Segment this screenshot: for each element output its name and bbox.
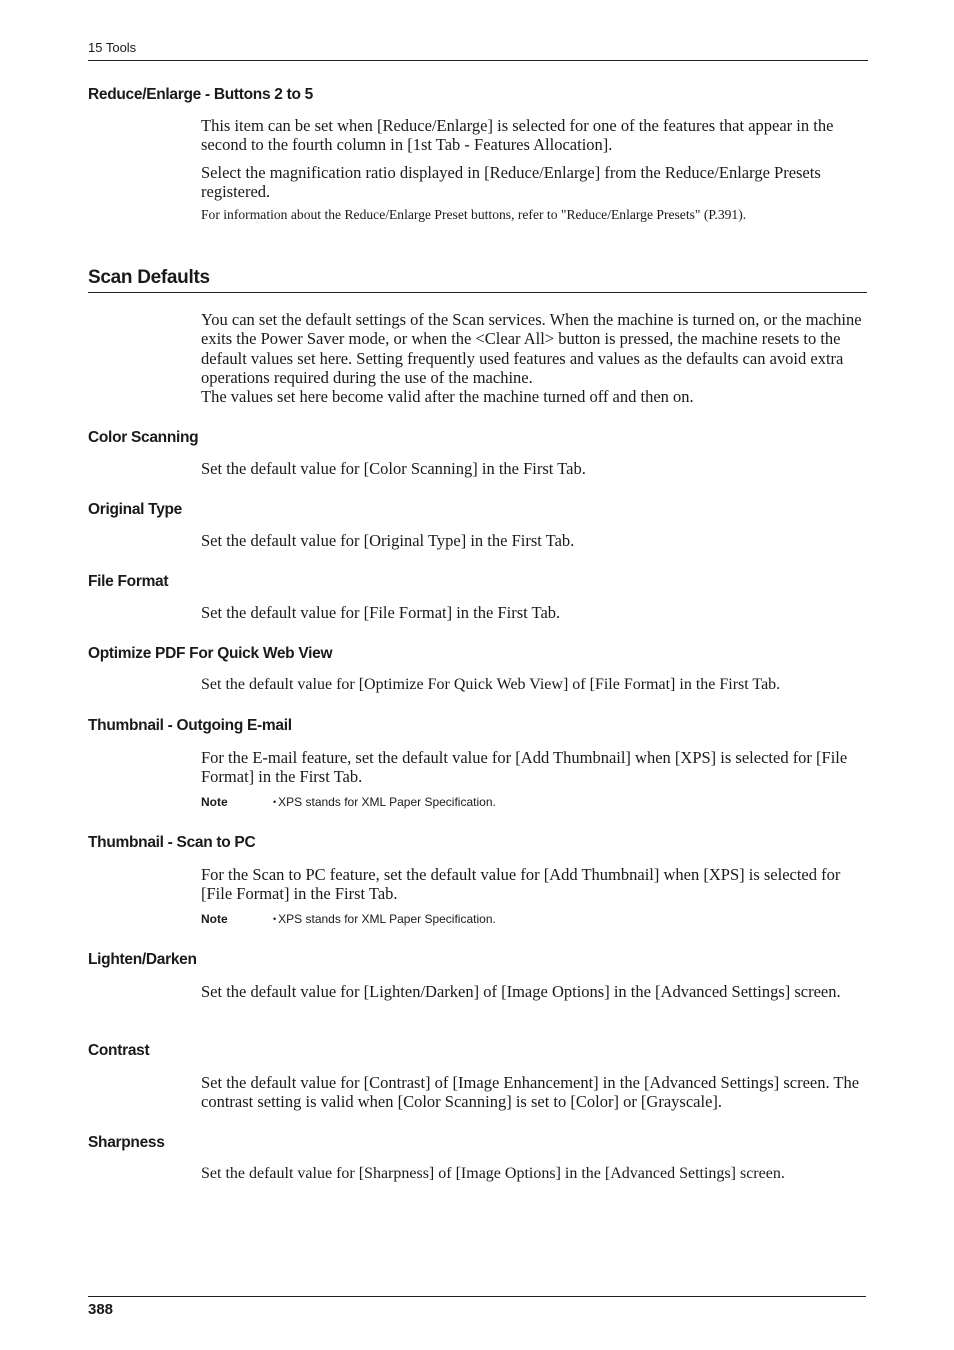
thumbnail-pc-heading: Thumbnail - Scan to PC <box>88 834 256 851</box>
scan-defaults-intro: You can set the default settings of the Scan services. When the machine is turned on, or the machine exits the Power Saver mode, or when the <Clear All> button is pressed, the machine resets to the default values set here. Setting frequently used features and values as the defaults can avoid extra operations required during the use of the machine. <box>201 310 862 387</box>
reduce-enlarge-paragraph-2: Select the magnification ratio displayed in [Reduce/Enlarge] from the Reduce/Enlarge Presets registered. <box>201 163 821 202</box>
bullet-icon: • <box>273 914 277 924</box>
thumbnail-email-heading: Thumbnail - Outgoing E-mail <box>88 717 292 734</box>
original-type-text: Set the default value for [Original Type] in the First Tab. <box>201 531 575 550</box>
note-text: XPS stands for XML Paper Specification. <box>278 912 496 926</box>
note-text: XPS stands for XML Paper Specification. <box>278 795 496 809</box>
note-label: Note <box>201 795 228 809</box>
scan-defaults-heading: Scan Defaults <box>88 267 867 293</box>
lighten-darken-heading: Lighten/Darken <box>88 951 197 968</box>
contrast-text: Set the default value for [Contrast] of [Image Enhancement] in the [Advanced Settings] screen. The contrast setting is valid when [Color Scanning] is set to [Color] or [Grayscale]. <box>201 1073 860 1112</box>
sharpness-heading: Sharpness <box>88 1134 165 1151</box>
lighten-darken-text: Set the default value for [Lighten/Darken] of [Image Options] in the [Advanced Settings] screen. <box>201 982 841 1001</box>
thumbnail-email-text: For the E-mail feature, set the default value for [Add Thumbnail] when [XPS] is selected for [File Format] in the First Tab. <box>201 748 848 787</box>
note-label: Note <box>201 912 228 926</box>
sharpness-text: Set the default value for [Sharpness] of [Image Options] in the [Advanced Settings] screen. <box>201 1165 785 1182</box>
thumbnail-pc-note <box>201 912 496 926</box>
color-scanning-heading: Color Scanning <box>88 429 199 446</box>
thumbnail-email-note <box>201 795 496 809</box>
running-header: 15 Tools <box>88 40 868 61</box>
color-scanning-text: Set the default value for [Color Scanning] in the First Tab. <box>201 459 586 478</box>
file-format-text: Set the default value for [File Format] in the First Tab. <box>201 603 561 622</box>
scan-defaults-intro-2: The values set here become valid after the machine turned off and then on. <box>201 387 694 406</box>
file-format-heading: File Format <box>88 573 169 590</box>
contrast-heading: Contrast <box>88 1042 150 1059</box>
bullet-icon: • <box>273 797 277 807</box>
reduce-enlarge-paragraph-1: This item can be set when [Reduce/Enlarge] is selected for one of the features that appear in the second to the fourth column in [1st Tab - Features Allocation]. <box>201 116 834 155</box>
reduce-enlarge-heading: Reduce/Enlarge - Buttons 2 to 5 <box>88 86 313 103</box>
original-type-heading: Original Type <box>88 501 182 518</box>
page-number: 388 <box>88 1296 866 1318</box>
optimize-pdf-heading: Optimize PDF For Quick Web View <box>88 645 333 662</box>
reduce-enlarge-reference: For information about the Reduce/Enlarge Preset buttons, refer to "Reduce/Enlarge Presets" (P.391). <box>201 207 747 222</box>
thumbnail-pc-text: For the Scan to PC feature, set the default value for [Add Thumbnail] when [XPS] is selected for [File Format] in the First Tab. <box>201 865 841 904</box>
optimize-pdf-text: Set the default value for [Optimize For Quick Web View] of [File Format] in the First Tab. <box>201 676 781 693</box>
